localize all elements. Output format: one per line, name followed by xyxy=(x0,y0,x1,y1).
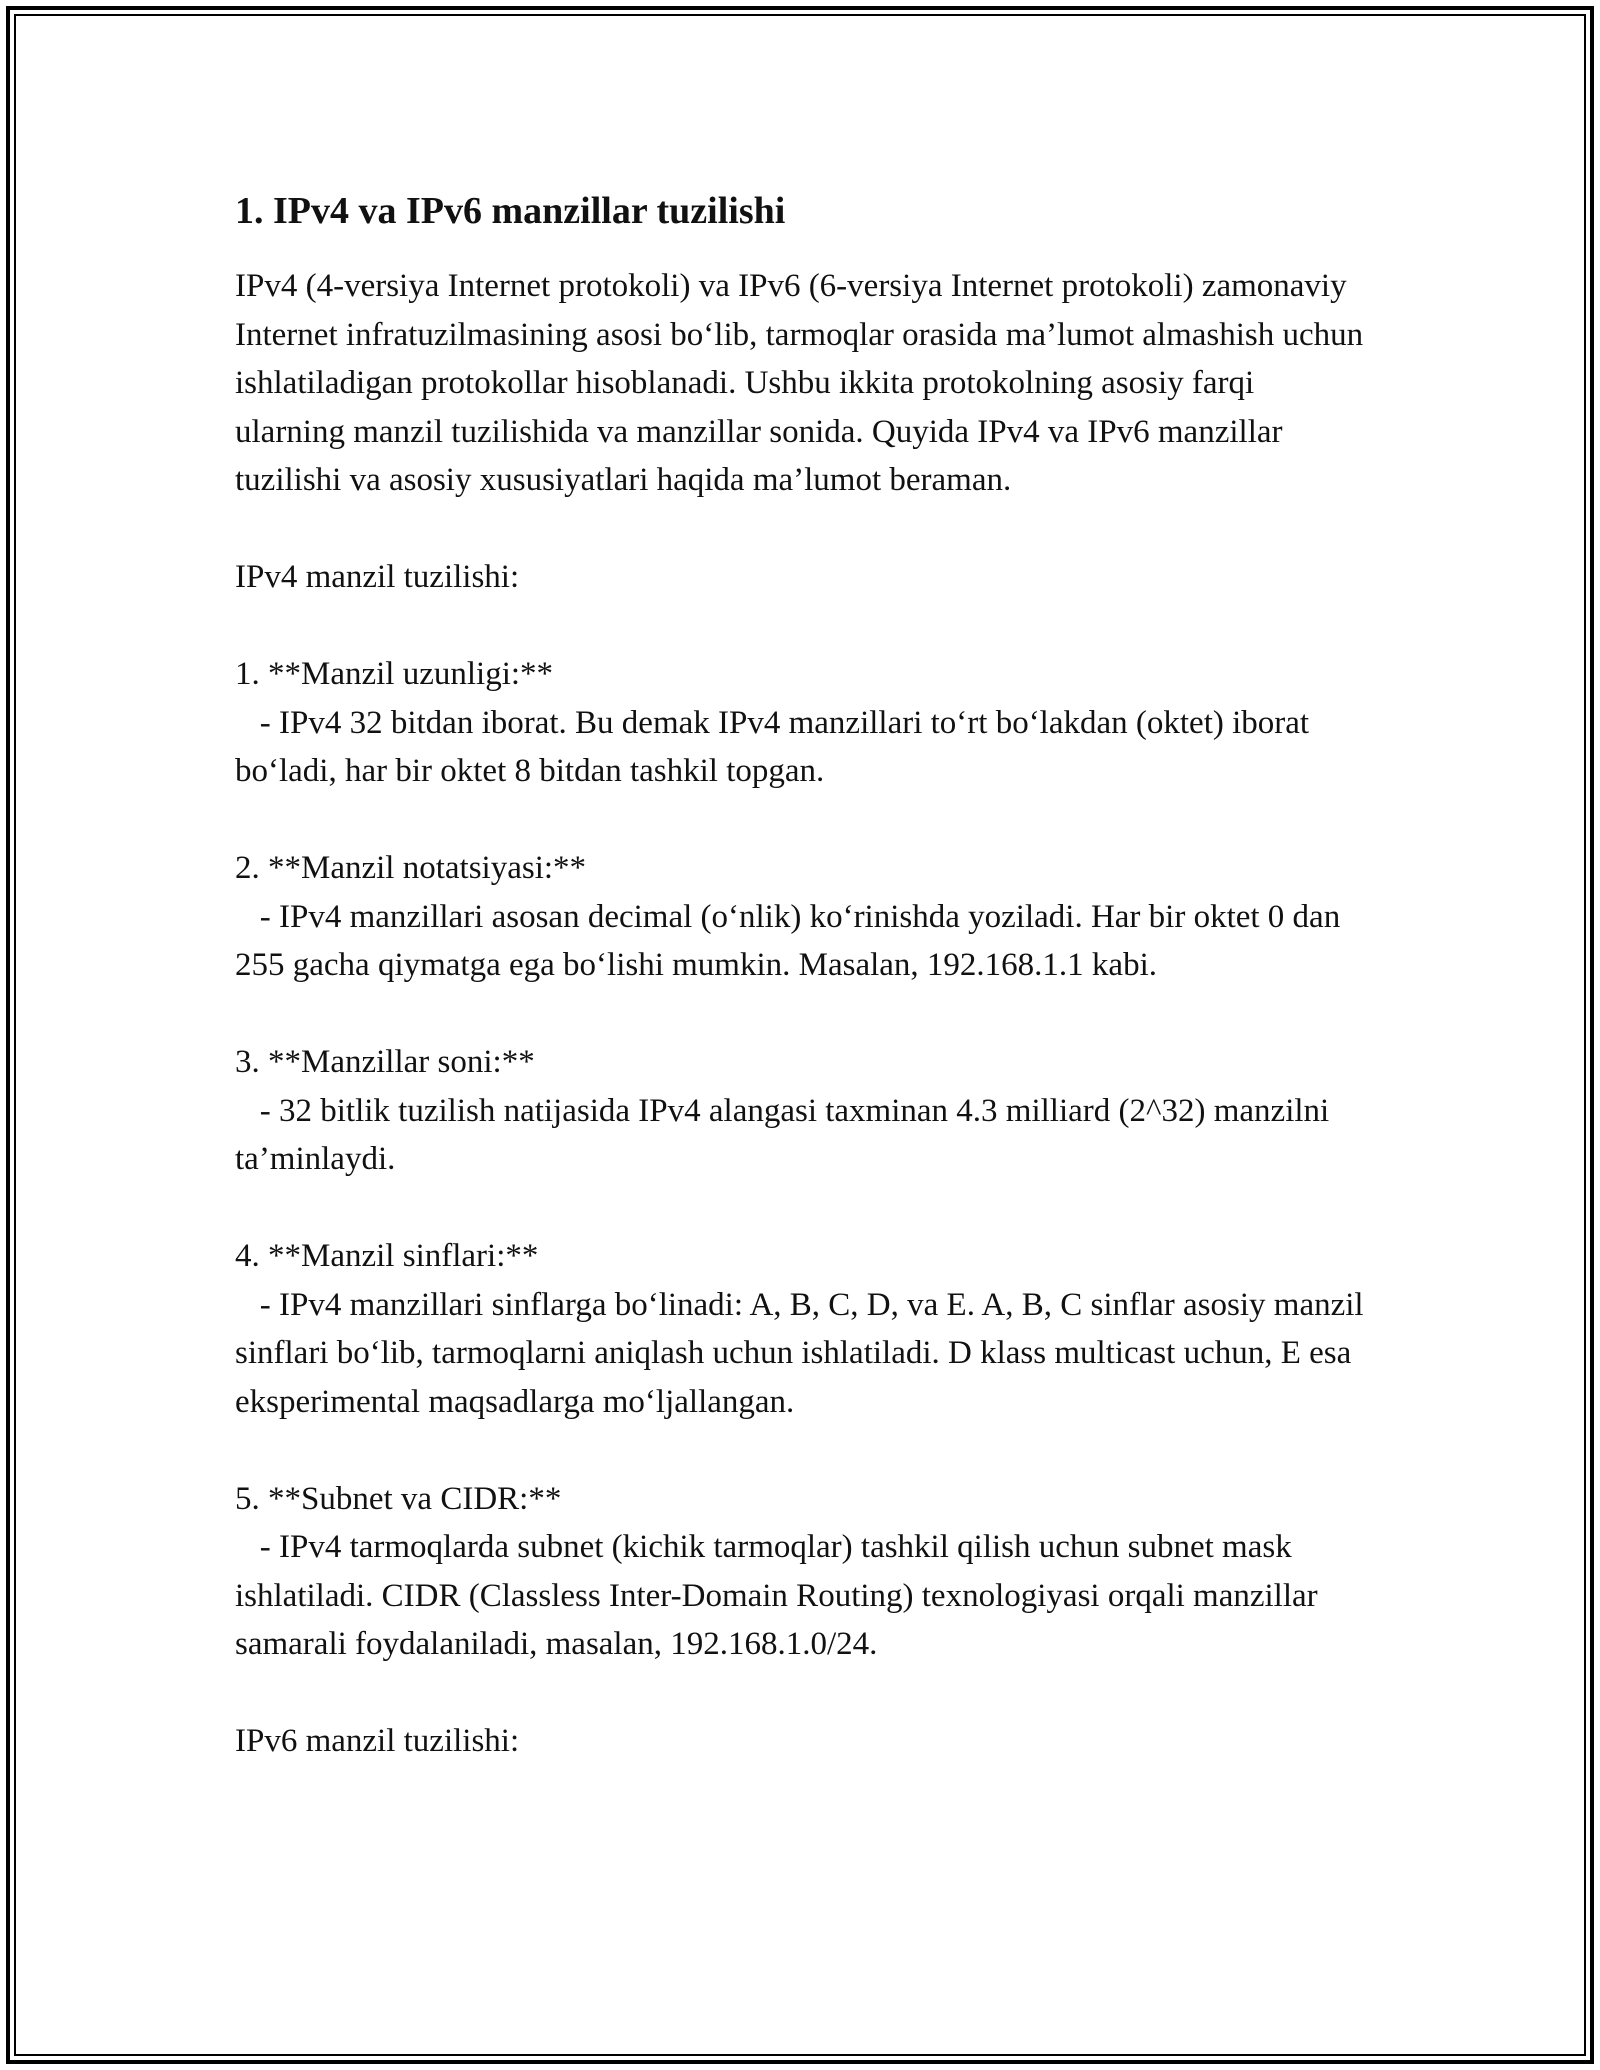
list-item-heading: 3. **Manzillar soni:** xyxy=(235,1044,535,1080)
ipv6-section-heading: IPv6 manzil tuzilishi: xyxy=(235,1723,520,1759)
list-item-heading: 1. **Manzil uzunligi:** xyxy=(235,656,554,692)
list-item-body: - IPv4 32 bitdan iborat. Bu demak IPv4 manzillari to‘rt bo‘lakdan (oktet) iborat bo‘ladi, har bir oktet 8 bitdan tashkil topgan. xyxy=(235,704,1318,789)
list-item xyxy=(235,1475,1365,1669)
list-item-heading: 5. **Subnet va CIDR:** xyxy=(235,1480,562,1517)
document-page xyxy=(235,186,1372,1766)
spacer xyxy=(235,505,1365,554)
list-item-body: - IPv4 tarmoqlarda subnet (kichik tarmoqlar) tashkil qilish uchun subnet mask ishlatiladi. CIDR (Classless Inter-Domain Routing) texnologiyasi orqali manzillar samarali foydalaniladi, masalan, 192.168.1.0/24. xyxy=(235,1529,1326,1662)
list-item xyxy=(235,1232,1372,1426)
list-item xyxy=(235,1038,1365,1184)
spacer xyxy=(235,796,1365,845)
list-item-body: - IPv4 manzillari sinflarga bo‘linadi: A, B, C, D, va E. A, B, C sinflar asosiy manzil sinflari bo‘lib, tarmoqlarni aniqlash uchun ishlatiladi. D klass multicast uchun, E esa eksperimental maqsadlarga mo‘ljallangan. xyxy=(235,1286,1372,1420)
list-item-body: - IPv4 manzillari asosan decimal (o‘nlik) ko‘rinishda yoziladi. Har bir oktet 0 dan 255 gacha qiymatga ega bo‘lishi mumkin. Masalan, 192.168.1.1 kabi. xyxy=(235,898,1349,983)
list-item-heading: 4. **Manzil sinflari:** xyxy=(235,1238,539,1274)
spacer xyxy=(235,1426,1365,1475)
spacer xyxy=(235,602,1365,651)
document-title: 1. IPv4 va IPv6 manzillar tuzilishi xyxy=(235,190,786,232)
list-item-body: - 32 bitlik tuzilish natijasida IPv4 alangasi taxminan 4.3 milliard (2^32) manzilni ta’minlaydi. xyxy=(235,1092,1338,1177)
list-item xyxy=(235,844,1365,990)
intro-paragraph: IPv4 (4-versiya Internet protokoli) va IPv6 (6-versiya Internet protokoli) zamonaviy Internet infratuzilmasining asosi bo‘lib, tarmoqlar orasida ma’lumot almashish uchun ishlatiladigan protokollar hisoblanadi. Ushbu ikkita protokolning asosiy farqi ularning manzil tuzilishida va manzillar sonida. Quyida IPv4 va IPv6 manzillar tuzilishi va asosiy xususiyatlari haqida ma’lumot beraman. xyxy=(235,268,1372,498)
list-item xyxy=(235,650,1365,796)
list-item-heading: 2. **Manzil notatsiyasi:** xyxy=(235,850,587,886)
spacer xyxy=(235,1669,1365,1718)
spacer xyxy=(235,990,1365,1039)
ipv4-section-heading: IPv4 manzil tuzilishi: xyxy=(235,559,520,595)
spacer xyxy=(235,1184,1365,1233)
